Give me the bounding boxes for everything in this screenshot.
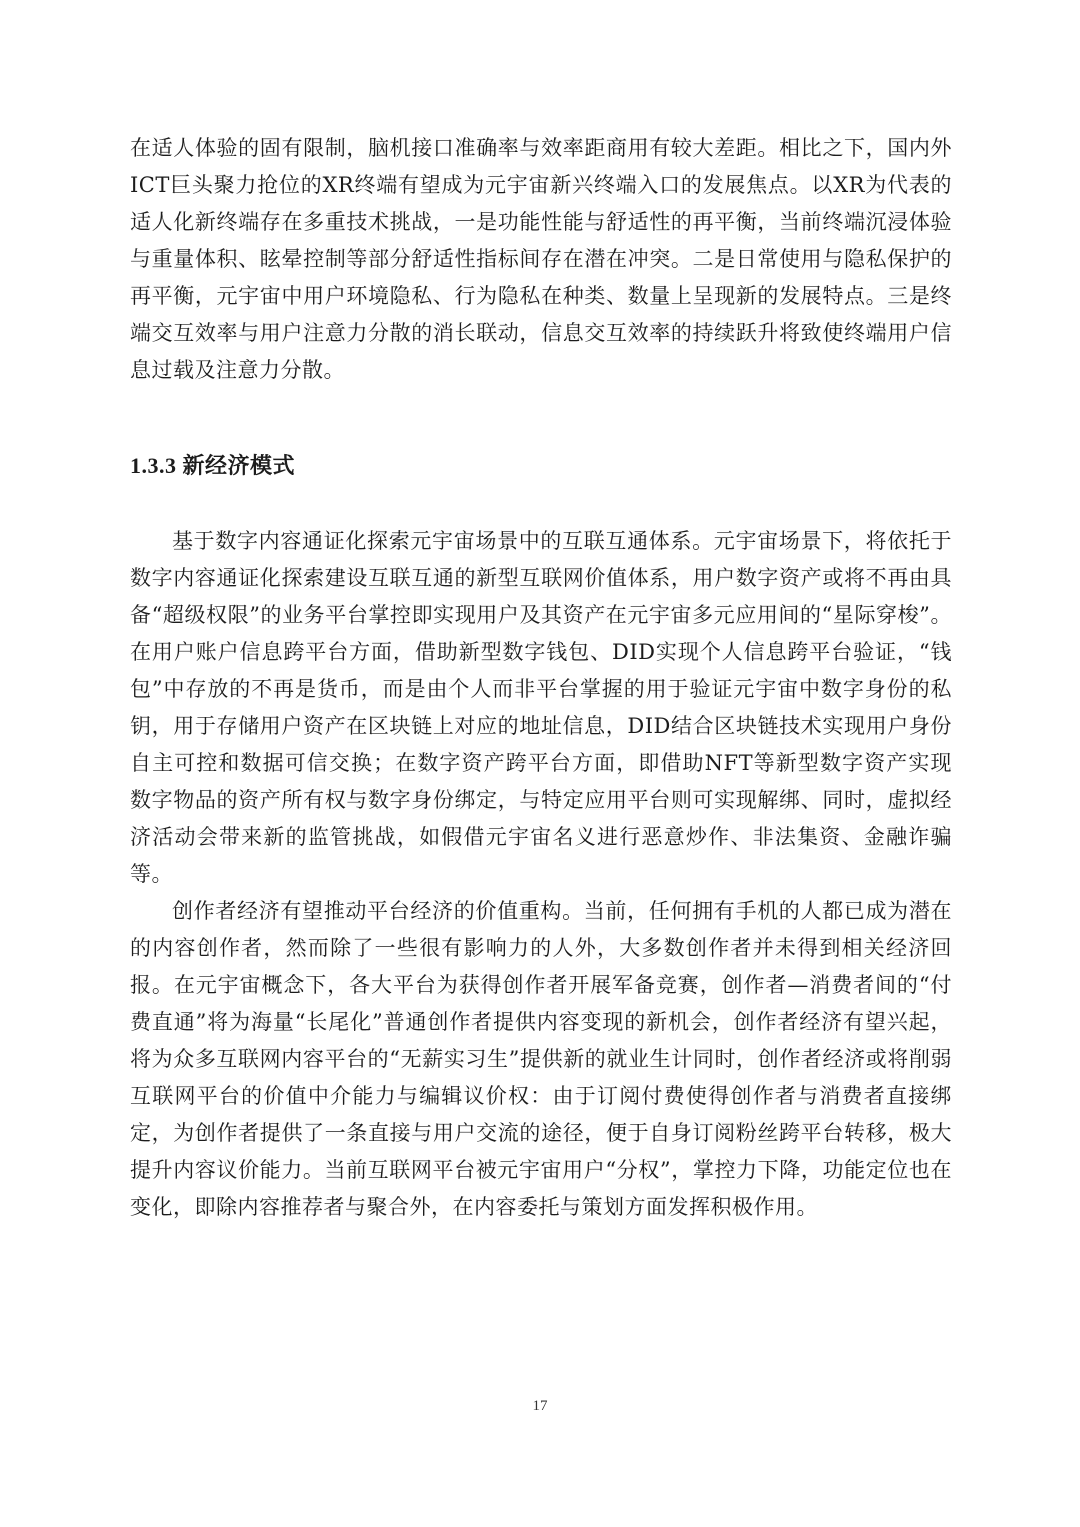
page-body — [130, 130, 952, 1226]
body-paragraph: 在适人体验的固有限制，脑机接口准确率与效率距商用有较大差距。相比之下，国内外ICT巨头聚力抢位的XR终端有望成为元宇宙新兴终端入口的发展焦点。以XR为代表的适人化新终端存在多重技术挑战，一是功能性能与舒适性的再平衡，当前终端沉浸体验与重量体积、眩晕控制等部分舒适性指标间存在潜在冲突。二是日常使用与隐私保护的再平衡，元宇宙中用户环境隐私、行为隐私在种类、数量上呈现新的发展特点。三是终端交互效率与用户注意力分散的消长联动，信息交互效率的持续跃升将致使终端用户信息过载及注意力分散。 — [130, 136, 952, 382]
body-paragraph: 创作者经济有望推动平台经济的价值重构。当前，任何拥有手机的人都已成为潜在的内容创作者，然而除了一些很有影响力的人外，大多数创作者并未得到相关经济回报。在元宇宙概念下，各大平台为获得创作者开展军备竞赛，创作者—消费者间的“付费直通”将为海量“长尾化”普通创作者提供内容变现的新机会，创作者经济有望兴起，将为众多互联网内容平台的“无薪实习生”提供新的就业生计同时，创作者经济或将削弱互联网平台的价值中介能力与编辑议价权：由于订阅付费使得创作者与消费者直接绑定，为创作者提供了一条直接与用户交流的途径，便于自身订阅粉丝跨平台转移，极大提升内容议价能力。当前互联网平台被元宇宙用户“分权”，掌控力下降，功能定位也在变化，即除内容推荐者与聚合外，在内容委托与策划方面发挥积极作用。 — [130, 899, 952, 1219]
page-number: 17 — [532, 1398, 548, 1414]
body-paragraph: 基于数字内容通证化探索元宇宙场景中的互联互通体系。元宇宙场景下，将依托于数字内容通证化探索建设互联互通的新型互联网价值体系，用户数字资产或将不再由具备“超级权限”的业务平台掌控即实现用户及其资产在元宇宙多元应用间的“星际穿梭”。在用户账户信息跨平台方面，借助新型数字钱包、DID实现个人信息跨平台验证，“钱包”中存放的不再是货币，而是由个人而非平台掌握的用于验证元宇宙中数字身份的私钥，用于存储用户资产在区块链上对应的地址信息，DID结合区块链技术实现用户身份自主可控和数据可信交换；在数字资产跨平台方面，即借助NFT等新型数字资产实现数字物品的资产所有权与数字身份绑定，与特定应用平台则可实现解绑、同时，虚拟经济活动会带来新的监管挑战，如假借元宇宙名义进行恶意炒作、非法集资、金融诈骗等。 — [130, 529, 952, 886]
section-heading: 1.3.3 新经济模式 — [130, 453, 296, 478]
